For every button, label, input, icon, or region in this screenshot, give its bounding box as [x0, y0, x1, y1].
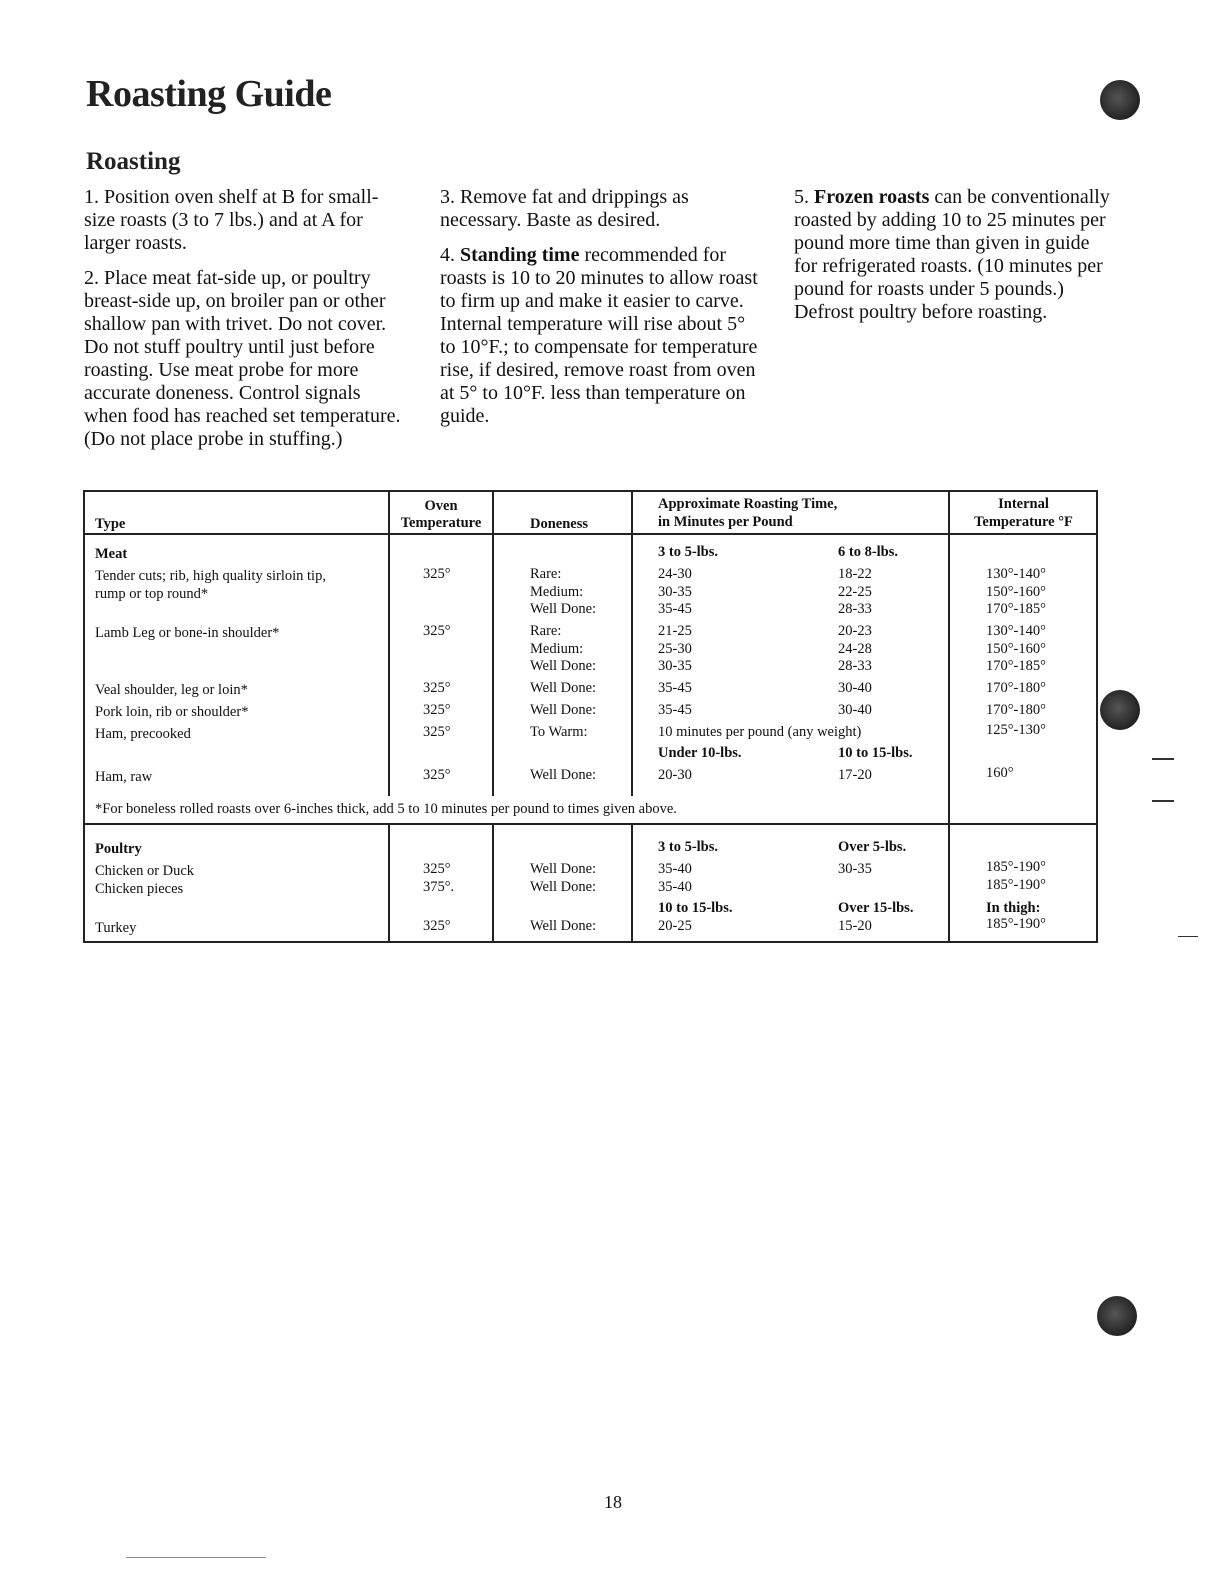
ham-raw-type: Ham, raw [95, 769, 153, 785]
table-cell: Well Done: [530, 601, 597, 617]
tender-type-1: Tender cuts; rib, high quality sirloin tip, [95, 568, 326, 584]
page-title: Roasting Guide [86, 73, 332, 115]
table-cell: 170°-180° [986, 702, 1046, 718]
section-title: Roasting [86, 148, 181, 175]
table-cell: 35-45 [658, 702, 692, 718]
table-cell: 35-40 [658, 861, 692, 877]
table-cell: Rare: [530, 623, 562, 639]
header-type: Type [95, 516, 126, 532]
header-oven-2: Temperature [400, 515, 482, 531]
binder-hole-icon [1097, 1296, 1137, 1336]
instruction-4: 4. Standing time recommended for roasts is 10 to 20 minutes to allow roast to firm up and make it easier to carve. Internal temperature will rise about 5° to 10°F.; to compensate for temperature rise, if desired, remove roast from oven at 5° to 10°F. less than temperature on guide. [440, 244, 758, 427]
table-cell: To Warm: [530, 724, 588, 740]
table-cell: 170°-185° [986, 601, 1046, 617]
col-divider [388, 823, 390, 942]
table-cell: 130°-140° [986, 566, 1046, 582]
chicken-pieces-type: Chicken pieces [95, 881, 184, 897]
table-cell: 35-45 [658, 601, 692, 617]
table-cell: 30-40 [838, 702, 872, 718]
poultry-label: Poultry [95, 841, 142, 857]
table-cell: 125°-130° [986, 722, 1046, 738]
header-rule [83, 533, 1097, 535]
instructions-column-2 [440, 186, 760, 440]
footnote: *For boneless rolled roasts over 6-inches thick, add 5 to 10 minutes per pound to times given above. [95, 801, 681, 818]
instruction-5: 5. Frozen roasts can be conventionally roasted by adding 10 to 25 minutes per pound more time than given in guide for refrigerated roasts. (10 minutes per pound for roasts under 5 pounds.) Defrost poultry before roasting. [794, 186, 1110, 323]
turkey-sub-b: Over 15-lbs. [838, 900, 914, 916]
tender-type-2: rump or top round* [95, 586, 209, 602]
table-cell: Well Done: [530, 767, 597, 783]
table-cell: 30-40 [838, 680, 872, 696]
table-cell: 325° [423, 861, 451, 877]
col-divider [388, 490, 390, 796]
col-divider [631, 823, 633, 942]
header-time-1: Approximate Roasting Time, [658, 496, 838, 512]
binder-hole-icon [1100, 80, 1140, 120]
table-cell: 28-33 [838, 658, 872, 674]
table-cell: 15-20 [838, 918, 872, 934]
table-cell: 160° [986, 765, 1014, 781]
table-cell: Well Done: [530, 702, 597, 718]
table-cell: 185°-190° [986, 877, 1046, 893]
table-cell: 150°-160° [986, 641, 1046, 657]
page-number: 18 [604, 1492, 622, 1512]
binder-hole-icon [1100, 690, 1140, 730]
table-cell: Well Done: [530, 861, 597, 877]
header-internal-1: Internal [998, 496, 1049, 512]
table-cell: Well Done: [530, 658, 597, 674]
table-cell: 20-23 [838, 623, 872, 639]
table-cell: Medium: [530, 584, 584, 600]
table-cell: Rare: [530, 566, 562, 582]
table-cell: 375°. [423, 879, 455, 895]
table-cell: 170°-185° [986, 658, 1046, 674]
table-cell: 170°-180° [986, 680, 1046, 696]
instructions-column-3 [794, 186, 1114, 336]
table-cell: 21-25 [658, 623, 692, 639]
col-divider [948, 490, 950, 942]
poultry-sub-a: 3 to 5-lbs. [658, 839, 719, 855]
table-cell: 325° [423, 680, 451, 696]
meat-sub-b: 6 to 8-lbs. [838, 544, 899, 560]
table-cell: 185°-190° [986, 916, 1046, 932]
instruction-2: 2. Place meat fat-side up, or poultry breast-side up, on broiler pan or other shallow pan with trivet. Do not cover. Do not stuff poultry until just before roasting. Use meat probe for more accurate doneness. Control signals when food has reached set temperature. (Do not place probe in stuffing.) [84, 267, 401, 450]
table-cell: 35-45 [658, 680, 692, 696]
ham-sub-a: Under 10-lbs. [658, 745, 742, 761]
pork-type: Pork loin, rib or shoulder* [95, 704, 249, 720]
table-cell: 185°-190° [986, 859, 1046, 875]
instruction-3: 3. Remove fat and drippings as necessary. Baste as desired. [440, 186, 689, 231]
table-cell: 325° [423, 702, 451, 718]
table-cell: 150°-160° [986, 584, 1046, 600]
chicken-type: Chicken or Duck [95, 863, 195, 879]
table-cell: 24-30 [658, 566, 692, 582]
table-cell: 30-35 [658, 658, 692, 674]
table-cell: 20-25 [658, 918, 692, 934]
table-cell: 325° [423, 918, 451, 934]
poultry-rule [83, 823, 1097, 825]
edge-mark [1152, 758, 1174, 760]
roasting-table [83, 490, 1097, 942]
veal-type: Veal shoulder, leg or loin* [95, 682, 248, 698]
header-doneness: Doneness [530, 516, 589, 532]
meat-sub-a: 3 to 5-lbs. [658, 544, 719, 560]
poultry-sub-b: Over 5-lbs. [838, 839, 907, 855]
lamb-type: Lamb Leg or bone-in shoulder* [95, 625, 280, 641]
table-cell: 30-35 [838, 861, 872, 877]
table-cell: 35-40 [658, 879, 692, 895]
col-divider [492, 490, 494, 796]
table-cell: 10 minutes per pound (any weight) [658, 724, 862, 740]
instructions-column-1 [84, 186, 404, 463]
turkey-sub-a: 10 to 15-lbs. [658, 900, 733, 916]
table-cell: 22-25 [838, 584, 872, 600]
header-oven-1: Oven [424, 498, 458, 514]
table-cell: 20-30 [658, 767, 692, 783]
table-cell: Well Done: [530, 879, 597, 895]
table-cell: 325° [423, 724, 451, 740]
table-cell: Well Done: [530, 680, 597, 696]
turkey-type: Turkey [95, 920, 137, 936]
edge-mark [1178, 936, 1198, 937]
ham-precooked-type: Ham, precooked [95, 726, 191, 742]
meat-label: Meat [95, 546, 128, 562]
table-cell: Well Done: [530, 918, 597, 934]
table-cell: 25-30 [658, 641, 692, 657]
table-cell: 130°-140° [986, 623, 1046, 639]
lamb-temp: 325° [423, 623, 451, 639]
table-cell: 17-20 [838, 767, 872, 783]
header-internal-2: Temperature °F [974, 514, 1073, 530]
col-divider [631, 490, 633, 796]
header-time-2: in Minutes per Pound [658, 514, 793, 530]
table-cell: 24-28 [838, 641, 872, 657]
table-cell: 28-33 [838, 601, 872, 617]
bottom-rule [126, 1557, 266, 1558]
tender-temp: 325° [423, 566, 451, 582]
turkey-sub-t: In thigh: [986, 900, 1041, 916]
table-cell: Medium: [530, 641, 584, 657]
col-divider [492, 823, 494, 942]
instruction-1: 1. Position oven shelf at B for small-size roasts (3 to 7 lbs.) and at A for larger roasts. [84, 186, 379, 254]
ham-sub-b: 10 to 15-lbs. [838, 745, 913, 761]
table-cell: 30-35 [658, 584, 692, 600]
table-cell: 325° [423, 767, 451, 783]
table-cell: 18-22 [838, 566, 872, 582]
edge-mark [1152, 800, 1174, 802]
